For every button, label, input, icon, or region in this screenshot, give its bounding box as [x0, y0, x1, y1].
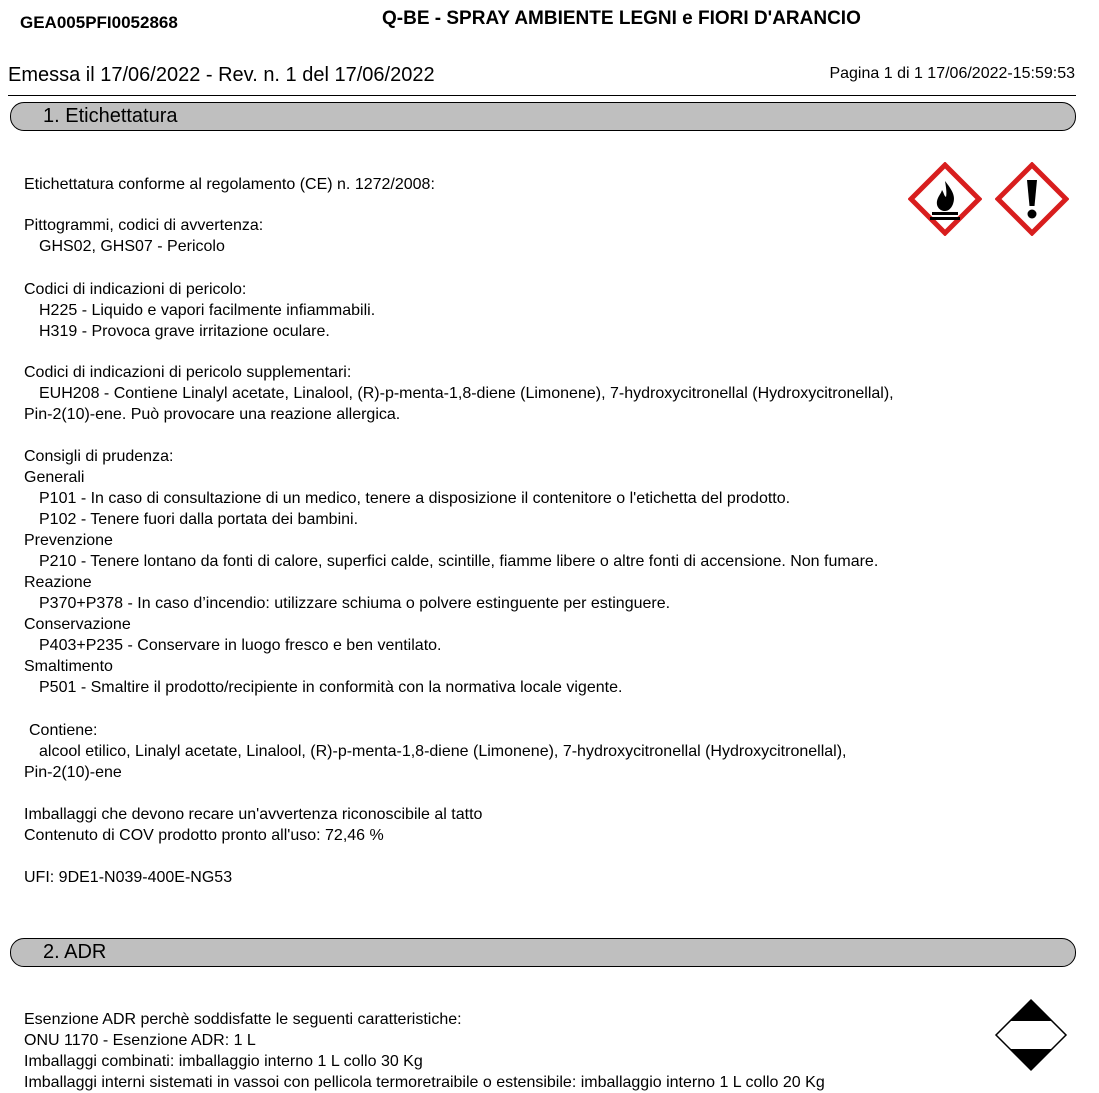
euh208-line-2: Pin-2(10)-ene. Può provocare una reazione allergica. [24, 406, 401, 423]
precaution-prevention-heading: Prevenzione [24, 532, 113, 549]
precaution-reaction-heading: Reazione [24, 574, 92, 591]
page-info: Pagina 1 di 1 17/06/2022-15:59:53 [829, 65, 1075, 82]
precaution-p501: P501 - Smaltire il prodotto/recipiente in conformità con la normativa locale vigente. [39, 679, 623, 696]
supplementary-hazard-label: Codici di indicazioni di pericolo supplementari: [24, 364, 352, 381]
adr-exemption: Esenzione ADR perchè soddisfatte le seguenti caratteristiche: [24, 1011, 462, 1028]
precaution-storage-heading: Conservazione [24, 616, 131, 633]
contains-line-2: Pin-2(10)-ene [24, 764, 122, 781]
adr-combined-packaging: Imballaggi combinati: imballaggio interno 1 L collo 30 Kg [24, 1053, 423, 1070]
ufi-code: UFI: 9DE1-N039-400E-NG53 [24, 869, 233, 886]
contains-line-1: alcool etilico, Linalyl acetate, Linalool, (R)-p-menta-1,8-diene (Limonene), 7-hydroxycitronellal (Hydroxycitronellal), [39, 743, 847, 760]
section-2-title: 2. ADR [43, 941, 107, 963]
voc-content: Contenuto di COV prodotto pronto all'uso: 72,46 % [24, 827, 384, 844]
conformity-statement: Etichettatura conforme al regolamento (CE) n. 1272/2008: [24, 176, 435, 193]
hazard-codes-label: Codici di indicazioni di pericolo: [24, 281, 247, 298]
flame-pictogram-icon [908, 162, 982, 236]
pictograms-value: GHS02, GHS07 - Pericolo [39, 238, 225, 255]
document-title: Q-BE - SPRAY AMBIENTE LEGNI e FIORI D'ARANCIO [382, 8, 861, 29]
precaution-p370: P370+P378 - In caso d’incendio: utilizzare schiuma o polvere estinguente per estinguere. [39, 595, 671, 612]
adr-inner-packaging: Imballaggi interni sistemati in vassoi con pellicola termoretraibile o estensibile: imballaggio interno 1 L collo 20 Kg [24, 1074, 825, 1091]
precaution-p210: P210 - Tenere lontano da fonti di calore, superfici calde, scintille, fiamme libere o altre fonti di accensione. Non fumare. [39, 553, 879, 570]
limited-quantity-icon [994, 998, 1068, 1072]
precaution-p403: P403+P235 - Conservare in luogo fresco e ben ventilato. [39, 637, 442, 654]
precaution-disposal-heading: Smaltimento [24, 658, 113, 675]
exclamation-pictogram-icon [995, 162, 1069, 236]
precaution-p101: P101 - In caso di consultazione di un medico, tenere a disposizione il contenitore o l'etichetta del prodotto. [39, 490, 791, 507]
product-code: GEA005PFI0052868 [20, 13, 178, 32]
issue-date: Emessa il 17/06/2022 - Rev. n. 1 del 17/06/2022 [8, 64, 435, 86]
tactile-warning: Imballaggi che devono recare un'avvertenza riconoscibile al tatto [24, 806, 483, 823]
pictograms-label: Pittogrammi, codici di avvertenza: [24, 217, 264, 234]
precaution-general-heading: Generali [24, 469, 85, 486]
contains-label: Contiene: [29, 722, 98, 739]
hazard-h319: H319 - Provoca grave irritazione oculare. [39, 323, 330, 340]
hazard-h225: H225 - Liquido e vapori facilmente infiammabili. [39, 302, 376, 319]
section-1-header [10, 102, 1076, 131]
precaution-label: Consigli di prudenza: [24, 448, 174, 465]
euh208-line-1: EUH208 - Contiene Linalyl acetate, Linalool, (R)-p-menta-1,8-diene (Limonene), 7-hydroxycitronellal (Hydroxycitronellal), [39, 385, 894, 402]
header-rule [8, 95, 1076, 96]
section-2-header [10, 938, 1076, 967]
adr-onu: ONU 1170 - Esenzione ADR: 1 L [24, 1032, 256, 1049]
section-1-title: 1. Etichettatura [43, 105, 178, 127]
precaution-p102: P102 - Tenere fuori dalla portata dei bambini. [39, 511, 359, 528]
